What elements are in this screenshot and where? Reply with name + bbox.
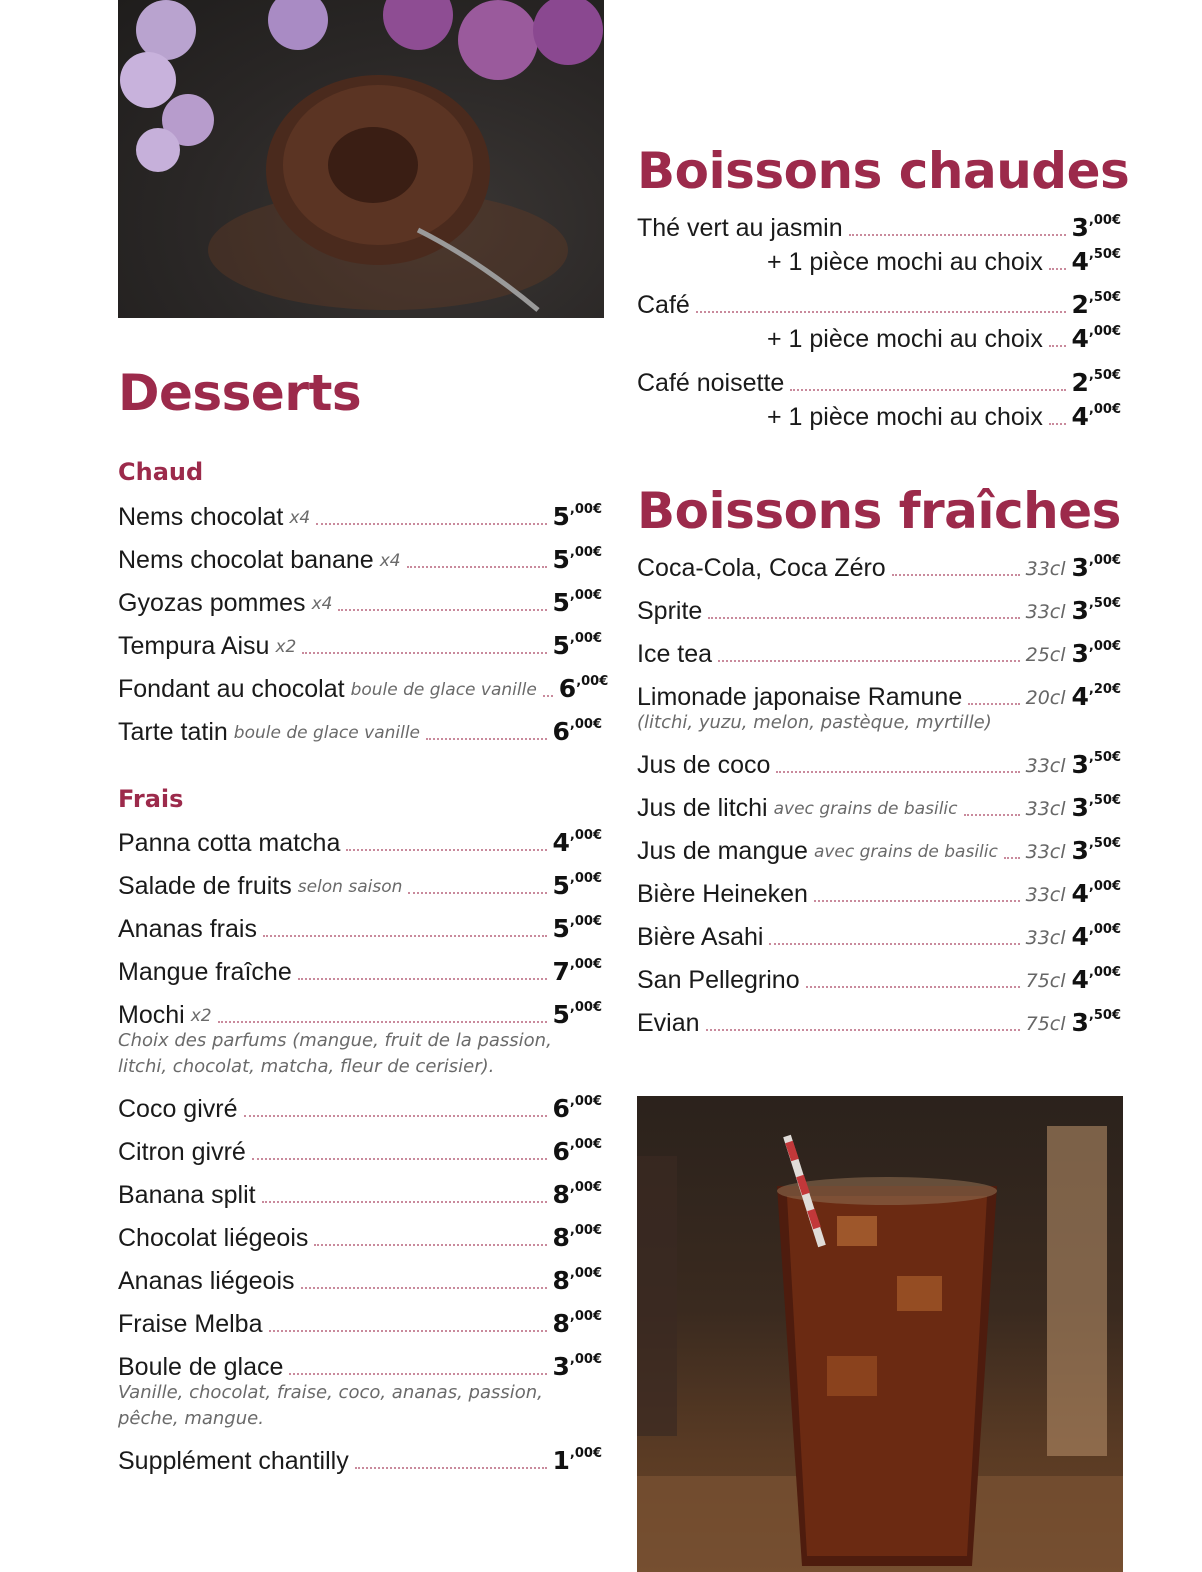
- dot-leader: [346, 849, 546, 851]
- menu-item-mochi-option: + 1 pièce mochi au choix $4^{,50€}$: [767, 247, 1121, 276]
- menu-item-ananas-liegeois: Ananas liégeois $8^{,00€}$: [118, 1266, 602, 1295]
- dot-leader: [1049, 345, 1066, 347]
- menu-item-nems-chocolat: Nems chocolat x4 $5^{,00€}$: [118, 502, 602, 531]
- menu-item-fondant-chocolat: Fondant au chocolat boule de glace vanille $6^{,00€}$: [118, 674, 609, 703]
- dot-leader: [543, 695, 553, 697]
- boissons-fraiches-title: Boissons fraîches: [637, 482, 1121, 540]
- dot-leader: [252, 1158, 547, 1160]
- mochi-description: Choix des parfums (mangue, fruit de la passion, litchi, chocolat, matcha, fleur de cerisier).: [118, 1030, 552, 1077]
- menu-item-biere-asahi: Bière Asahi 33cl $4^{,00€}$: [637, 922, 1121, 951]
- menu-item-gyozas-pommes: Gyozas pommes x4 $5^{,00€}$: [118, 588, 602, 617]
- boissons-chaudes-title: Boissons chaudes: [637, 142, 1130, 200]
- menu-item-cafe: Café $2^{,50€}$: [637, 290, 1121, 319]
- menu-item-mochi-option: + 1 pièce mochi au choix $4^{,00€}$: [767, 402, 1121, 431]
- menu-item-supplement-chantilly: Supplément chantilly $1^{,00€}$: [118, 1446, 602, 1475]
- cola-glass-illustration: [637, 1096, 1123, 1572]
- menu-item-ananas-frais: Ananas frais $5^{,00€}$: [118, 914, 602, 943]
- menu-item-nems-chocolat-banane: Nems chocolat banane x4 $5^{,00€}$: [118, 545, 602, 574]
- menu-item-salade-fruits: Salade de fruits selon saison $5^{,00€}$: [118, 871, 602, 900]
- menu-item-tarte-tatin: Tarte tatin boule de glace vanille $6^{,00€}$: [118, 717, 602, 746]
- menu-item-cafe-noisette: Café noisette $2^{,50€}$: [637, 368, 1121, 397]
- dot-leader: [338, 609, 546, 611]
- dot-leader: [301, 1287, 547, 1289]
- dot-leader: [426, 738, 547, 740]
- dot-leader: [706, 1029, 1020, 1031]
- dot-leader: [696, 311, 1066, 313]
- dot-leader: [964, 814, 1020, 816]
- menu-item-jus-coco: Jus de coco 33cl $3^{,50€}$: [637, 750, 1121, 779]
- menu-item-mangue-fraiche: Mangue fraîche $7^{,00€}$: [118, 957, 602, 986]
- dot-leader: [769, 943, 1019, 945]
- menu-item-jus-mangue: Jus de mangue avec grains de basilic 33cl $3^{,50€}$: [637, 836, 1121, 865]
- dot-leader: [263, 935, 547, 937]
- desserts-title: Desserts: [118, 364, 362, 422]
- chaud-subtitle: Chaud: [118, 458, 204, 486]
- dot-leader: [407, 566, 547, 568]
- dot-leader: [314, 1244, 546, 1246]
- dot-leader: [849, 234, 1066, 236]
- frais-subtitle: Frais: [118, 785, 184, 813]
- dot-leader: [302, 652, 546, 654]
- dot-leader: [408, 892, 546, 894]
- dessert-photo: [118, 0, 604, 318]
- glace-description: Vanille, chocolat, fraise, coco, ananas, passion, pêche, mangue.: [118, 1382, 543, 1429]
- menu-item-panna-cotta: Panna cotta matcha $4^{,00€}$: [118, 828, 602, 857]
- dot-leader: [1049, 268, 1066, 270]
- dot-leader: [1049, 423, 1066, 425]
- menu-item-banana-split: Banana split $8^{,00€}$: [118, 1180, 602, 1209]
- dot-leader: [968, 703, 1019, 705]
- dot-leader: [814, 900, 1020, 902]
- dot-leader: [1004, 857, 1020, 859]
- menu-item-the-vert: Thé vert au jasmin $3^{,00€}$: [637, 213, 1121, 242]
- menu-item-mochi-option: + 1 pièce mochi au choix $4^{,00€}$: [767, 324, 1121, 353]
- dot-leader: [355, 1467, 547, 1469]
- menu-item-citron-givre: Citron givré $6^{,00€}$: [118, 1137, 602, 1166]
- menu-item-limonade-ramune: Limonade japonaise Ramune 20cl $4^{,20€}$: [637, 682, 1121, 711]
- menu-item-coco-givre: Coco givré $6^{,00€}$: [118, 1094, 602, 1123]
- dot-leader: [289, 1373, 546, 1375]
- dot-leader: [262, 1201, 547, 1203]
- dot-leader: [718, 660, 1020, 662]
- menu-item-jus-litchi: Jus de litchi avec grains de basilic 33cl $3^{,50€}$: [637, 793, 1121, 822]
- menu-item-boule-glace: Boule de glace $3^{,00€}$: [118, 1352, 602, 1381]
- dot-leader: [244, 1115, 547, 1117]
- menu-item-tempura-aisu: Tempura Aisu x2 $5^{,00€}$: [118, 631, 602, 660]
- menu-item-mochi: Mochi x2 $5^{,00€}$: [118, 1000, 602, 1029]
- dot-leader: [316, 523, 546, 525]
- menu-item-ice-tea: Ice tea 25cl $3^{,00€}$: [637, 639, 1121, 668]
- menu-item-evian: Evian 75cl $3^{,50€}$: [637, 1008, 1121, 1037]
- dot-leader: [218, 1021, 547, 1023]
- menu-item-fraise-melba: Fraise Melba $8^{,00€}$: [118, 1309, 602, 1338]
- menu-item-chocolat-liegeois: Chocolat liégeois $8^{,00€}$: [118, 1223, 602, 1252]
- dot-leader: [806, 986, 1020, 988]
- menu-item-san-pellegrino: San Pellegrino 75cl $4^{,00€}$: [637, 965, 1121, 994]
- ramune-description: (litchi, yuzu, melon, pastèque, myrtille): [637, 712, 992, 733]
- dot-leader: [776, 771, 1019, 773]
- dot-leader: [298, 978, 547, 980]
- dot-leader: [708, 617, 1019, 619]
- chocolate-fondant-illustration: [118, 0, 604, 318]
- dot-leader: [269, 1330, 547, 1332]
- menu-item-coca-cola: Coca-Cola, Coca Zéro 33cl $3^{,00€}$: [637, 553, 1121, 582]
- dot-leader: [892, 574, 1020, 576]
- menu-item-biere-heineken: Bière Heineken 33cl $4^{,00€}$: [637, 879, 1121, 908]
- dot-leader: [790, 389, 1065, 391]
- menu-item-sprite: Sprite 33cl $3^{,50€}$: [637, 596, 1121, 625]
- cola-photo: [637, 1096, 1123, 1572]
